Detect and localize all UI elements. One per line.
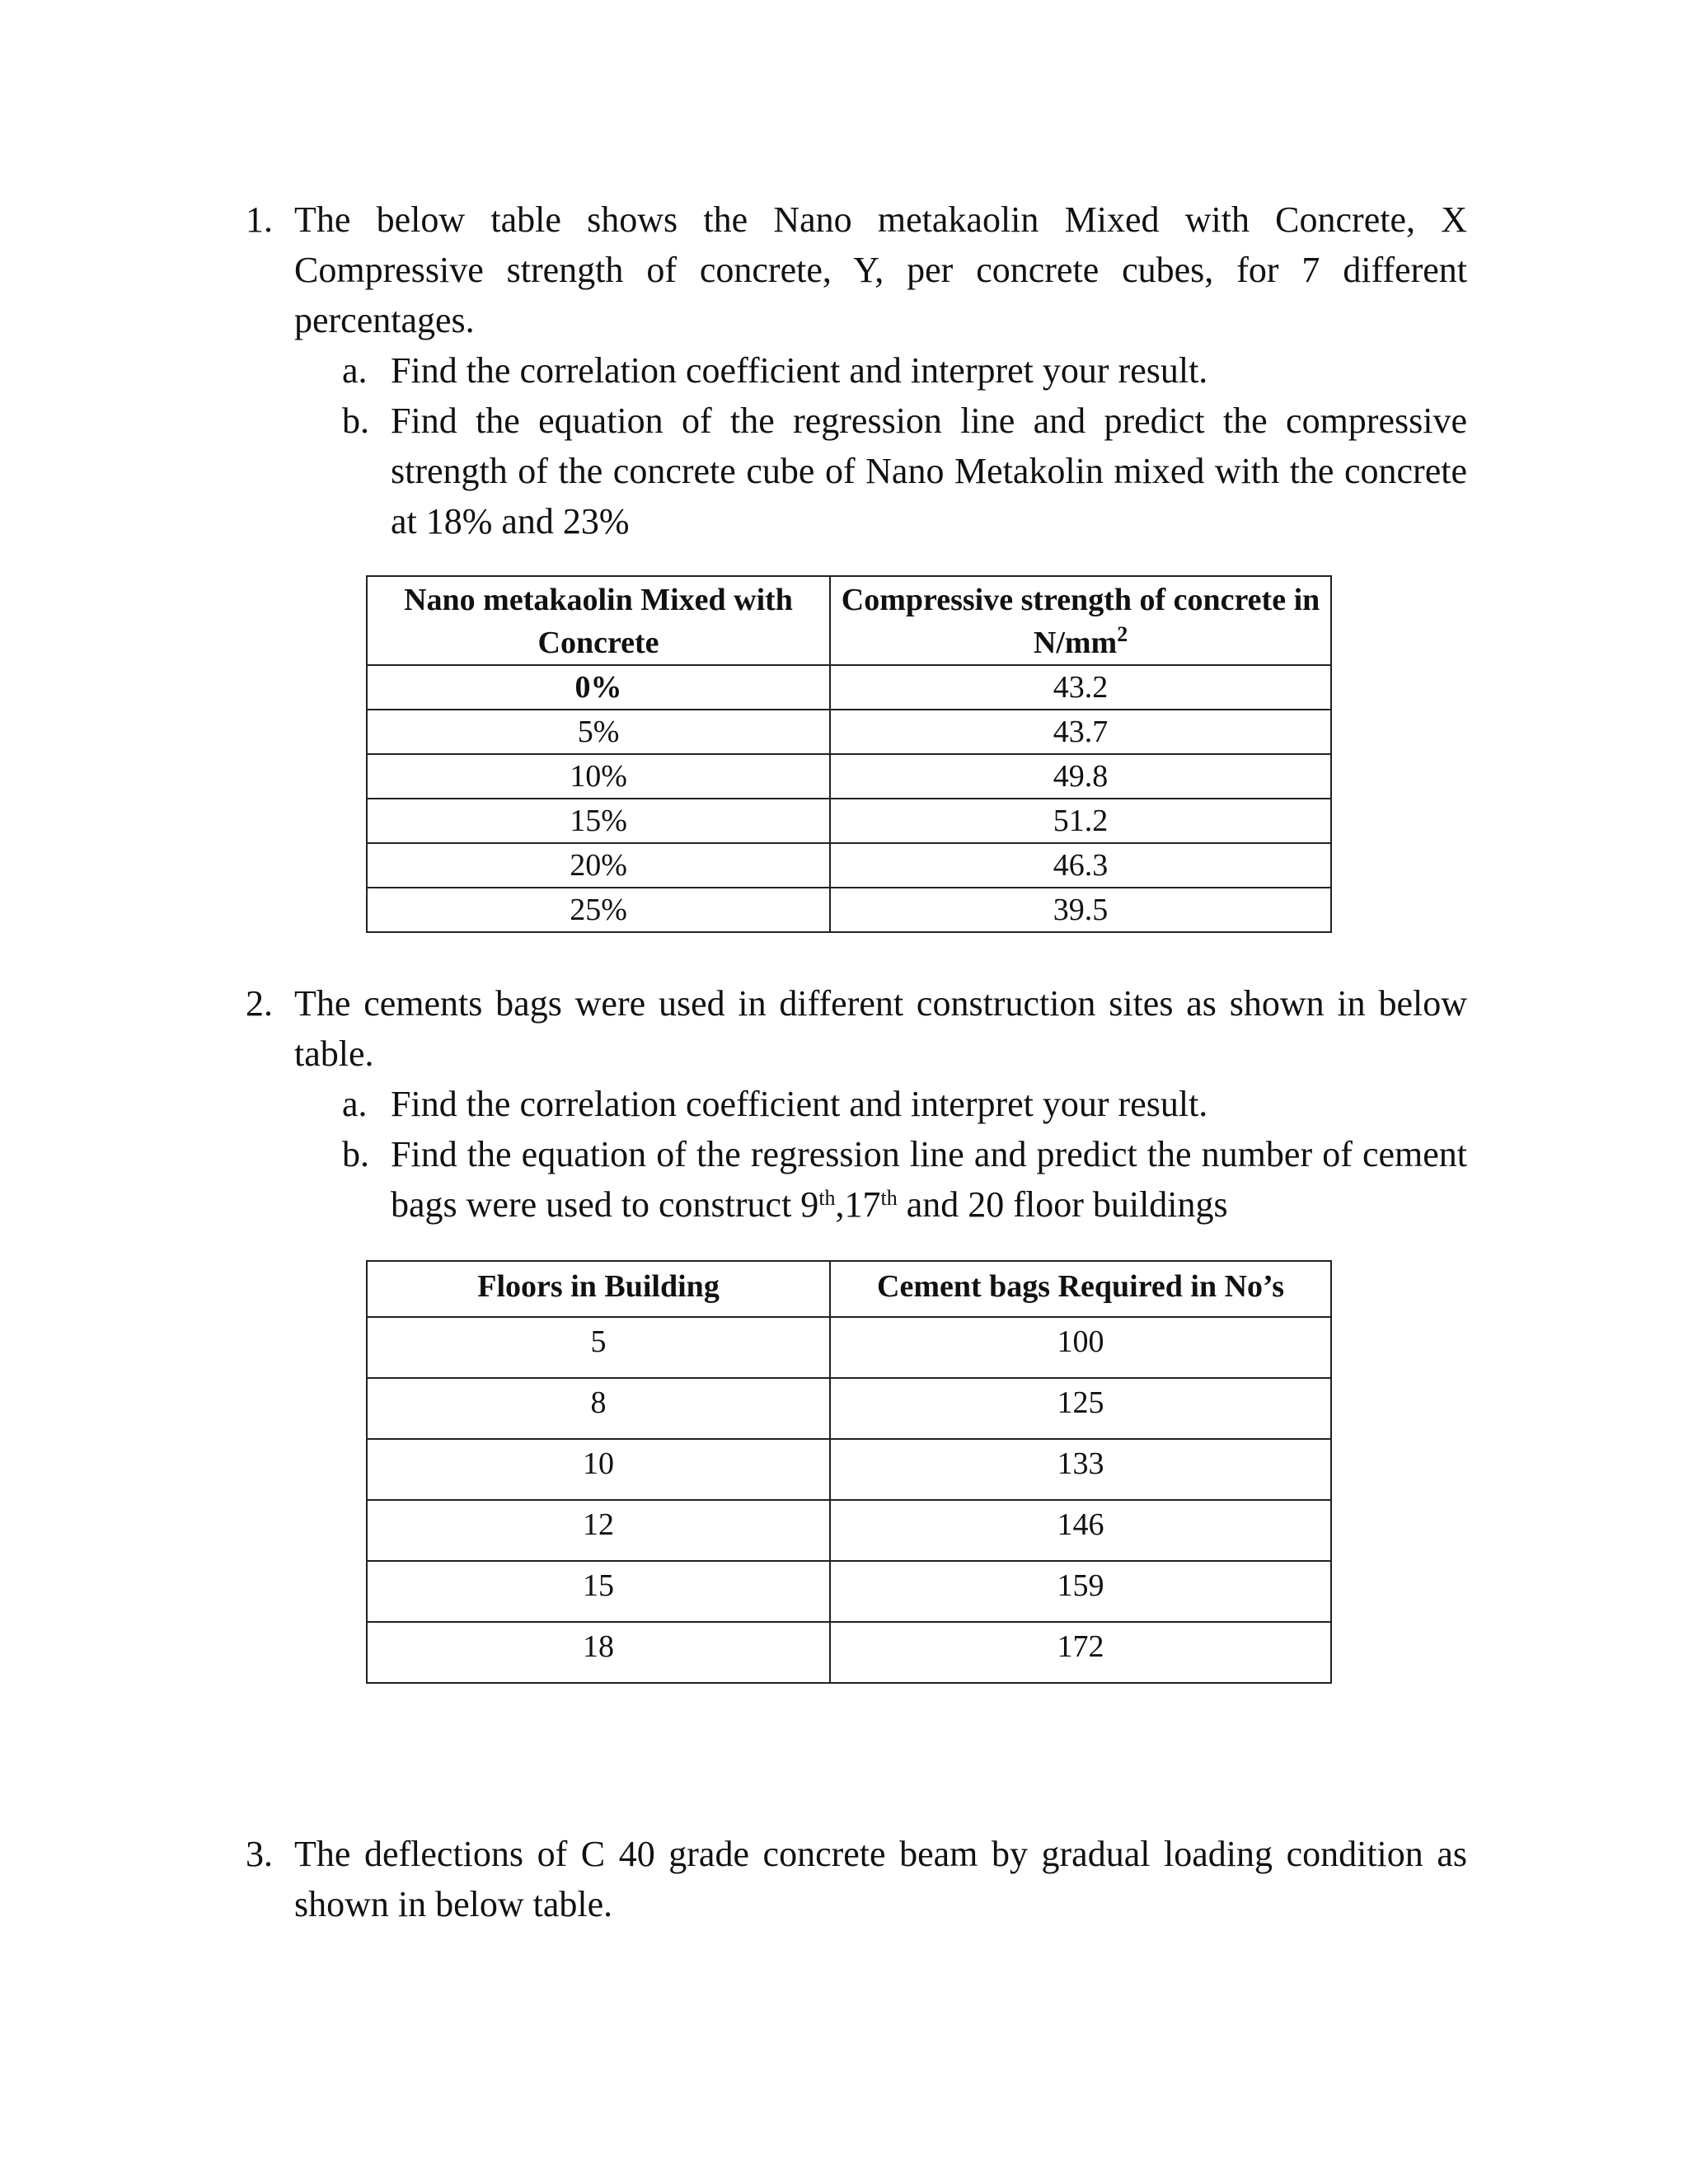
table-cell: 39.5 (830, 888, 1331, 932)
table-cell: 159 (830, 1561, 1331, 1622)
question-2-stem: The cements bags were used in different construction sites as shown in below table. (294, 983, 1467, 1074)
table-header-text: Compressive strength of concrete in N/mm (841, 583, 1320, 660)
table-cell: 15% (367, 799, 830, 843)
question-2b-text (391, 1129, 1467, 1230)
question-2a (342, 1079, 1467, 1129)
table-cell: 10 (367, 1439, 830, 1500)
table-header-cell (830, 576, 1331, 665)
question-2b-text-part: and 20 floor buildings (897, 1184, 1228, 1225)
table-cell: 10% (367, 754, 830, 799)
table-cell: 100 (830, 1317, 1331, 1378)
table-cell: 18 (367, 1622, 830, 1683)
question-3-number: 3. (246, 1834, 273, 1874)
table-row (367, 710, 1331, 754)
question-1b (342, 396, 1467, 546)
question-3-stem: The deflections of C 40 grade concrete beam by gradual loading condition as shown in below table. (294, 1834, 1467, 1924)
question-1-number: 1. (246, 199, 273, 240)
table-cell: 25% (367, 888, 830, 932)
table-row (367, 799, 1331, 843)
question-1-stem: The below table shows the Nano metakaolin Mixed with Concrete, X Compressive strength of concrete, Y, per concrete cubes, for 7 different percentages. (294, 199, 1467, 340)
table-row (367, 665, 1331, 710)
question-1b-text: Find the equation of the regression line and predict the compressive strength of the concrete cube of Nano Metakolin mixed with the concrete at 18% and 23% (391, 401, 1467, 541)
table-cell: 146 (830, 1500, 1331, 1561)
table-header-cell: Floors in Building (367, 1261, 830, 1317)
table-cell: 46.3 (830, 843, 1331, 888)
ordinal-superscript: th (880, 1186, 898, 1210)
question-1a (342, 345, 1467, 396)
question-2b (342, 1129, 1467, 1230)
table-cell: 20% (367, 843, 830, 888)
question-2 (246, 978, 1467, 1230)
question-2b-text-part: Find the equation of the regression line and predict the number of cement bags were used to construct 9 (391, 1134, 1467, 1225)
table-row (367, 843, 1331, 888)
table-nano-metakaolin (366, 575, 1332, 933)
table-cell: 43.2 (830, 665, 1331, 710)
table-row (367, 1439, 1331, 1500)
table-row (367, 1500, 1331, 1561)
table-row (367, 1378, 1331, 1439)
question-2b-text-part: ,17 (835, 1184, 881, 1225)
table-cement-bags (366, 1260, 1332, 1684)
table-cell: 172 (830, 1622, 1331, 1683)
question-1 (246, 194, 1467, 546)
question-3 (246, 1829, 1467, 1929)
table-header-row (367, 576, 1331, 665)
table-row (367, 1317, 1331, 1378)
question-2b-letter: b. (342, 1134, 369, 1174)
question-2a-letter: a. (342, 1084, 368, 1124)
table-header-row (367, 1261, 1331, 1317)
table-header-cell: Cement bags Required in No’s (830, 1261, 1331, 1317)
table-cell: 5% (367, 710, 830, 754)
question-1a-letter: a. (342, 350, 368, 391)
table-cell: 133 (830, 1439, 1331, 1500)
table-cell: 51.2 (830, 799, 1331, 843)
table-cell: 0% (367, 665, 830, 710)
table-row (367, 754, 1331, 799)
table-header-superscript: 2 (1117, 622, 1128, 646)
ordinal-superscript: th (818, 1186, 836, 1210)
question-1b-letter: b. (342, 401, 369, 441)
table-cell: 15 (367, 1561, 830, 1622)
table-cell: 49.8 (830, 754, 1331, 799)
question-2-number: 2. (246, 983, 273, 1024)
table-header-cell: Nano metakaolin Mixed with Concrete (367, 576, 830, 665)
table-cell: 8 (367, 1378, 830, 1439)
table-cell: 5 (367, 1317, 830, 1378)
table-row (367, 1561, 1331, 1622)
table-cell: 125 (830, 1378, 1331, 1439)
table-cell: 12 (367, 1500, 830, 1561)
question-1a-text: Find the correlation coefficient and interpret your result. (391, 350, 1208, 391)
table-cell: 43.7 (830, 710, 1331, 754)
question-2a-text: Find the correlation coefficient and interpret your result. (391, 1084, 1208, 1124)
table-row (367, 1622, 1331, 1683)
table-row (367, 888, 1331, 932)
